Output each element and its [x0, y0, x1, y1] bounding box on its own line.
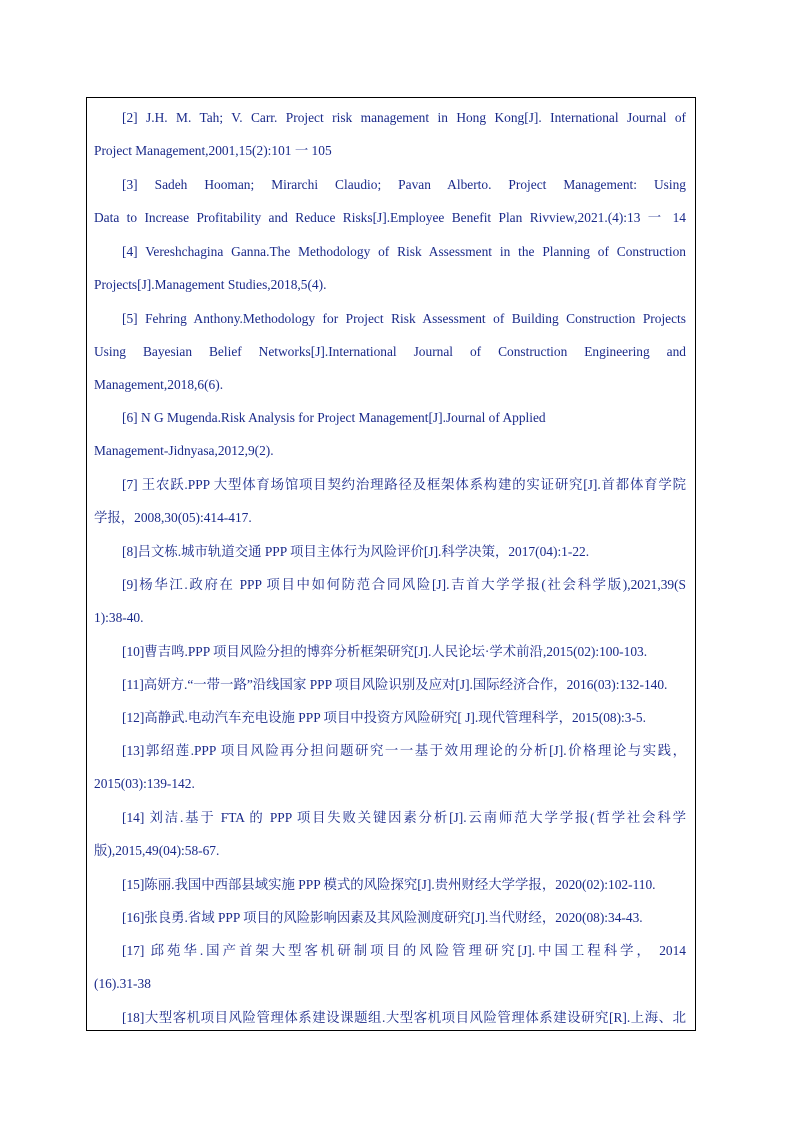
reference-text-line: [12]高静武.电动汽车充电设施 PPP 项目中投资方风险研究[ J].现代管理科学，2015(08):3-5. [122, 710, 646, 725]
reference-text-line: Management-Jidnyasa,2012,9(2). [94, 443, 274, 458]
reference-text-line: Data to Increase Profitability and Reduce Risks[J].Employee Benefit Plan Rivview,2021.(4):13 一 14 [94, 210, 686, 225]
reference-text-line: Project Management,2001,15(2):101 一 105 [94, 143, 332, 158]
reference-text-line: [5] Fehring Anthony.Methodology for Project Risk Assessment of Building Construction Projects [122, 311, 686, 326]
reference-text-line: 版),2015,49(04):58-67. [94, 843, 220, 858]
reference-text-line: [6] N G Mugenda.Risk Analysis for Project Management[J].Journal of Applied [122, 410, 546, 425]
reference-text-line: [18]大型客机项目风险管理体系建设课题组.大型客机项目风险管理体系建设研究[R].上海、北 [122, 1010, 686, 1025]
reference-text-line: 学报，2008,30(05):414-417. [94, 510, 252, 525]
reference-text-line: [3] Sadeh Hooman; Mirarchi Claudio; Pavan Alberto. Project Management: Using [122, 177, 686, 192]
reference-text-line: Projects[J].Management Studies,2018,5(4). [94, 277, 327, 292]
reference-text-line: 2015(03):139-142. [94, 776, 195, 791]
reference-text-line: [16]张良勇.省域 PPP 项目的风险影响因素及其风险测度研究[J].当代财经，2020(08):34-43. [122, 910, 643, 925]
reference-text-line: [9]杨华江.政府在 PPP 项目中如何防范合同风险[J].吉首大学学报(社会科学版),2021,39(S [122, 577, 686, 592]
reference-text-line: [15]陈丽.我国中西部县域实施 PPP 模式的风险探究[J].贵州财经大学学报，2020(02):102-110. [122, 877, 656, 892]
reference-text-line: [11]高妍方.“一带一路”沿线国家 PPP 项目风险识别及应对[J].国际经济合作，2016(03):132-140. [122, 677, 668, 692]
reference-text-line: Management,2018,6(6). [94, 377, 224, 392]
reference-text-line: [7] 王农跃.PPP 大型体育场馆项目契约治理路径及框架体系构建的实证研究[J].首都体育学院 [122, 477, 686, 492]
reference-text-line: [2] J.H. M. Tah; V. Carr. Project risk management in Hong Kong[J]. International Journal of [122, 110, 686, 125]
reference-text-line: [14] 刘洁.基于 FTA 的 PPP 项目失败关键因素分析[J].云南师范大学学报(哲学社会科学 [122, 810, 686, 825]
reference-text-line: (16).31-38 [94, 976, 151, 991]
reference-text-line: 1):38-40. [94, 610, 144, 625]
reference-text-line: [8]吕文栋.城市轨道交通 PPP 项目主体行为风险评价[J].科学决策，2017(04):1-22. [122, 544, 590, 559]
reference-text-line: [13]郭绍莲.PPP 项目风险再分担问题研究一一基于效用理论的分析[J].价格理论与实践， [122, 743, 686, 758]
reference-text-line: [4] Vereshchagina Ganna.The Methodology of Risk Assessment in the Planning of Construction [122, 244, 686, 259]
reference-text-line: Using Bayesian Belief Networks[J].International Journal of Construction Engineering and [94, 344, 686, 359]
reference-text-line: [17] 邱苑华.国产首架大型客机研制项目的风险管理研究[J].中国工程科学， 2014 [122, 943, 686, 958]
reference-text-line: [10]曹吉鸣.PPP 项目风险分担的博弈分析框架研究[J].人民论坛·学术前沿,2015(02):100-103. [122, 644, 648, 659]
